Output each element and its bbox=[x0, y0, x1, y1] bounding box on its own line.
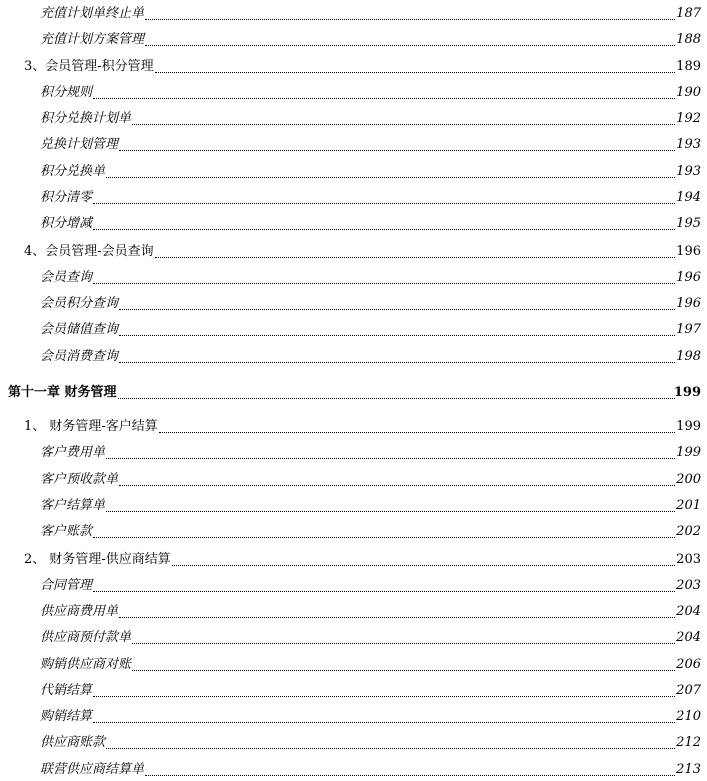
toc-entry-page-number: 189 bbox=[676, 59, 701, 74]
toc-entry-page-number: 195 bbox=[676, 216, 701, 231]
toc-dot-leader bbox=[93, 229, 675, 230]
toc-entry-page-number: 201 bbox=[676, 498, 701, 513]
toc-entry-title: 供应商预付款单 bbox=[40, 630, 132, 645]
toc-entry-title: 客户账款 bbox=[40, 524, 93, 539]
toc-entry-page-number: 192 bbox=[676, 111, 701, 126]
toc-dot-leader bbox=[93, 722, 675, 723]
toc-dot-leader bbox=[132, 124, 675, 125]
toc-dot-leader bbox=[119, 335, 675, 336]
toc-entry-title: 积分兑换单 bbox=[40, 164, 106, 179]
toc-dot-leader bbox=[119, 150, 675, 151]
toc-entry-title: 会员查询 bbox=[40, 270, 93, 285]
toc-entry[interactable] bbox=[0, 417, 707, 437]
toc-entry-title: 会员储值查询 bbox=[40, 322, 119, 337]
toc-entry-page-number: 199 bbox=[673, 385, 701, 400]
toc-entry-title: 3、会员管理-积分管理 bbox=[24, 59, 154, 74]
toc-dot-leader bbox=[93, 696, 675, 697]
toc-entry[interactable] bbox=[0, 188, 707, 208]
toc-entry-page-number: 198 bbox=[676, 349, 701, 364]
toc-entry[interactable] bbox=[0, 320, 707, 340]
toc-entry-page-number: 212 bbox=[676, 735, 701, 750]
toc-entry-title: 积分清零 bbox=[40, 190, 93, 205]
toc-entry-page-number: 193 bbox=[676, 164, 701, 179]
toc-entry-page-number: 188 bbox=[676, 32, 701, 47]
toc-dot-leader bbox=[119, 485, 675, 486]
toc-entry-title: 兑换计划管理 bbox=[40, 137, 119, 152]
toc-dot-leader bbox=[106, 748, 675, 749]
toc-entry-page-number: 199 bbox=[676, 419, 701, 434]
toc-entry-title: 会员积分查询 bbox=[40, 296, 119, 311]
toc-dot-leader bbox=[118, 398, 675, 399]
toc-entry-title: 2、 财务管理-供应商结算 bbox=[24, 552, 171, 567]
toc-entry[interactable] bbox=[0, 496, 707, 516]
toc-entry[interactable] bbox=[0, 760, 707, 780]
toc-entry[interactable] bbox=[0, 383, 707, 403]
toc-entry-page-number: 204 bbox=[676, 604, 701, 619]
toc-entry-title: 积分兑换计划单 bbox=[40, 111, 132, 126]
toc-entry[interactable] bbox=[0, 57, 707, 77]
toc-entry-title: 积分规则 bbox=[40, 85, 93, 100]
toc-entry-page-number: 196 bbox=[676, 296, 701, 311]
toc-dot-leader bbox=[93, 591, 675, 592]
toc-entry-title: 会员消费查询 bbox=[40, 349, 119, 364]
toc-dot-leader bbox=[93, 283, 675, 284]
toc-entry-title: 第十一章 财务管理 bbox=[8, 385, 117, 400]
toc-dot-leader bbox=[132, 643, 675, 644]
toc-entry[interactable] bbox=[0, 214, 707, 234]
toc-dot-leader bbox=[145, 45, 675, 46]
toc-entry[interactable] bbox=[0, 522, 707, 542]
toc-entry[interactable] bbox=[0, 655, 707, 675]
toc-dot-leader bbox=[155, 72, 675, 73]
toc-dot-leader bbox=[106, 177, 675, 178]
toc-dot-leader bbox=[93, 537, 675, 538]
toc-entry-title: 客户结算单 bbox=[40, 498, 106, 513]
toc-entry[interactable] bbox=[0, 30, 707, 50]
toc-entry-title: 合同管理 bbox=[40, 578, 93, 593]
toc-dot-leader bbox=[172, 565, 675, 566]
toc-entry[interactable] bbox=[0, 109, 707, 129]
toc-entry[interactable] bbox=[0, 550, 707, 570]
toc-dot-leader bbox=[93, 98, 675, 99]
toc-entry-page-number: 197 bbox=[676, 322, 701, 337]
toc-dot-leader bbox=[155, 257, 675, 258]
toc-entry[interactable] bbox=[0, 347, 707, 367]
toc-entry-title: 联营供应商结算单 bbox=[40, 762, 145, 777]
toc-entry-page-number: 194 bbox=[676, 190, 701, 205]
toc-entry[interactable] bbox=[0, 628, 707, 648]
toc-entry-title: 客户预收款单 bbox=[40, 472, 119, 487]
toc-entry-title: 1、 财务管理-客户结算 bbox=[24, 419, 158, 434]
toc-entry-title: 供应商费用单 bbox=[40, 604, 119, 619]
toc-entry-page-number: 196 bbox=[676, 244, 701, 259]
toc-entry-page-number: 204 bbox=[676, 630, 701, 645]
toc-entry[interactable] bbox=[0, 135, 707, 155]
toc-dot-leader bbox=[159, 432, 675, 433]
toc-entry-page-number: 200 bbox=[676, 472, 701, 487]
toc-dot-leader bbox=[106, 458, 675, 459]
toc-entry-title: 购销结算 bbox=[40, 709, 93, 724]
toc-entry-title: 客户费用单 bbox=[40, 445, 106, 460]
toc-entry-page-number: 206 bbox=[676, 657, 701, 672]
toc-dot-leader bbox=[93, 203, 675, 204]
toc-entry[interactable] bbox=[0, 681, 707, 701]
toc-entry-title: 4、会员管理-会员查询 bbox=[24, 244, 154, 259]
toc-entry-title: 积分增减 bbox=[40, 216, 93, 231]
toc-entry-title: 供应商账款 bbox=[40, 735, 106, 750]
toc-entry-page-number: 190 bbox=[676, 85, 701, 100]
toc-entry-page-number: 203 bbox=[676, 552, 701, 567]
toc-dot-leader bbox=[119, 309, 675, 310]
toc-dot-leader bbox=[145, 19, 675, 20]
toc-entry-page-number: 207 bbox=[676, 683, 701, 698]
toc-entry[interactable] bbox=[0, 294, 707, 314]
toc-entry-page-number: 199 bbox=[676, 445, 701, 460]
toc-entry-title: 购销供应商对账 bbox=[40, 657, 132, 672]
toc-entry[interactable] bbox=[0, 707, 707, 727]
toc-entry-page-number: 203 bbox=[676, 578, 701, 593]
toc-entry-page-number: 196 bbox=[676, 270, 701, 285]
toc-entry[interactable] bbox=[0, 268, 707, 288]
toc-dot-leader bbox=[119, 362, 675, 363]
toc-entry[interactable] bbox=[0, 733, 707, 753]
toc-entry-page-number: 213 bbox=[676, 762, 701, 777]
toc-entry[interactable] bbox=[0, 443, 707, 463]
toc-entry-title: 充值计划单终止单 bbox=[40, 6, 145, 21]
toc-dot-leader bbox=[132, 670, 675, 671]
toc-entry[interactable] bbox=[0, 162, 707, 182]
toc-entry[interactable] bbox=[0, 602, 707, 622]
toc-entry[interactable] bbox=[0, 83, 707, 103]
toc-entry[interactable] bbox=[0, 242, 707, 262]
toc-dot-leader bbox=[119, 617, 675, 618]
toc-entry-title: 代销结算 bbox=[40, 683, 93, 698]
toc-entry-page-number: 187 bbox=[676, 6, 701, 21]
toc-entry-title: 充值计划方案管理 bbox=[40, 32, 145, 47]
toc-entry[interactable] bbox=[0, 576, 707, 596]
toc-entry-page-number: 210 bbox=[676, 709, 701, 724]
toc-dot-leader bbox=[106, 511, 675, 512]
toc-entry[interactable] bbox=[0, 470, 707, 490]
toc-entry-page-number: 193 bbox=[676, 137, 701, 152]
toc-entry[interactable] bbox=[0, 4, 707, 24]
toc-dot-leader bbox=[145, 775, 675, 776]
toc-entry-page-number: 202 bbox=[676, 524, 701, 539]
